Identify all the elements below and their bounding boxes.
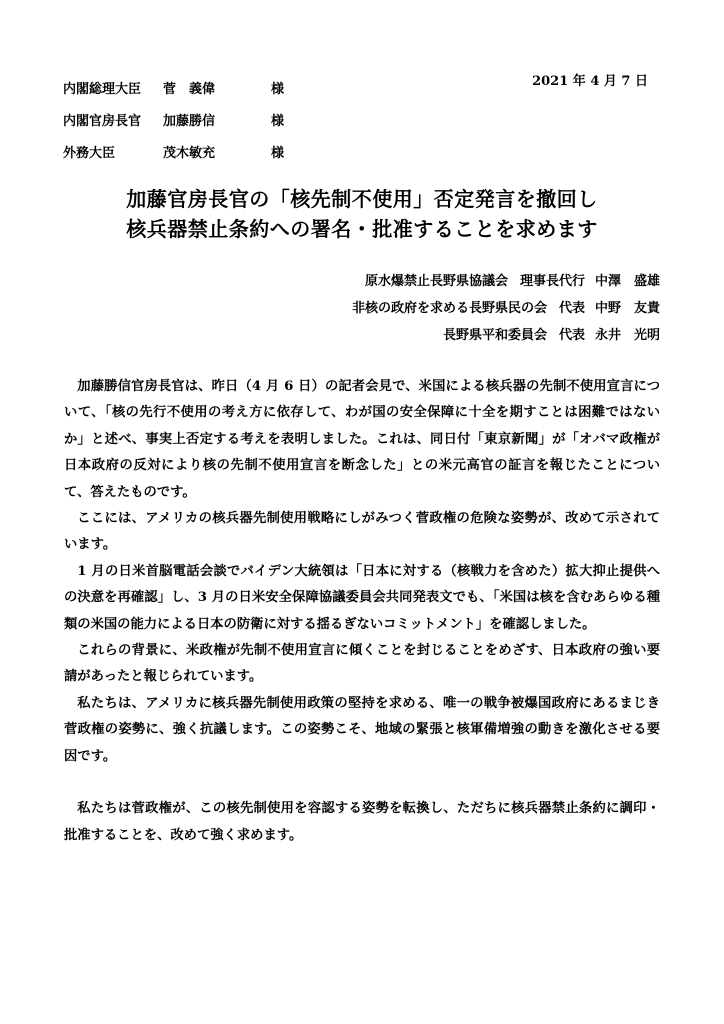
closing-paragraph: 私たちは菅政権が、この核先制使用を容認する姿勢を転換し、ただちに核兵器禁止条約に調印・批准することを、改めて強く求めます。 <box>64 801 660 843</box>
sender-row <box>330 324 660 351</box>
sender-organization: 原水爆禁止長野県協議会 <box>364 274 508 289</box>
sender-role: 理事長代行 <box>519 274 585 289</box>
sender-organization: 非核の政府を求める長野県民の会 <box>351 301 547 316</box>
body-paragraph: 1 月の日米首脳電話会談でバイデン大統領は「日本に対する（核戦力を含めた）拡大抑止提供への決意を再確認」し、3 月の日米安全保障協議委員会共同発表文でも、「米国は核を含むあらゆる種類の米国の能力による日本の防衛に対する揺るぎないコミットメント」を確認しました。 <box>64 563 660 632</box>
addressee-role: 外務大臣 <box>63 146 116 161</box>
addressee-role: 内閣総理大臣 <box>63 82 142 97</box>
addressee-row <box>63 110 363 142</box>
sender-row <box>330 297 660 324</box>
addressee-name: 菅 義偉 <box>163 82 216 97</box>
sender-role: 代表 <box>558 301 585 316</box>
addressee-row <box>63 142 363 174</box>
addressee-row <box>63 78 363 110</box>
document-date: 2021 年 4 月 7 日 <box>532 74 648 89</box>
body-paragraph: ここには、アメリカの核兵器先制使用戦略にしがみつく菅政権の危険な姿勢が、改めて示されています。 <box>64 511 660 553</box>
addressee-honorific: 様 <box>271 114 285 129</box>
addressee-name: 加藤勝信 <box>163 114 216 129</box>
title-line-1: 加藤官房長官の「核先制不使用」否定発言を撤回し <box>126 187 598 211</box>
body-paragraph: これらの背景に、米政権が先制不使用宣言に傾くことを封じることをめざす、日本政府の強い要請があったと報じられています。 <box>64 643 660 685</box>
document-title <box>60 184 664 244</box>
addressee-list <box>63 78 363 174</box>
document-body <box>64 374 660 849</box>
addressee-name: 茂木敏充 <box>163 146 216 161</box>
title-line-2: 核兵器禁止条約への署名・批准することを求めます <box>126 217 598 241</box>
sender-row <box>330 270 660 297</box>
body-paragraph: 私たちは、アメリカに核兵器先制使用政策の堅持を求める、唯一の戦争被爆国政府にあるまじき菅政権の姿勢に、強く抗議します。この姿勢こそ、地域の緊張と核軍備増強の動きを激化させる要因です。 <box>64 695 660 764</box>
addressee-role: 内閣官房長官 <box>63 114 142 129</box>
sender-role: 代表 <box>558 328 585 343</box>
sender-name: 中野 友貴 <box>594 301 660 316</box>
paragraph-spacer <box>64 770 660 796</box>
sender-name: 中澤 盛雄 <box>594 274 660 289</box>
sender-organization: 長野県平和委員会 <box>442 328 547 343</box>
sender-name: 永井 光明 <box>594 328 660 343</box>
sender-list <box>330 270 660 351</box>
addressee-honorific: 様 <box>271 146 285 161</box>
body-paragraph: 加藤勝信官房長官は、昨日（4 月 6 日）の記者会見で、米国による核兵器の先制不使用宣言について、「核の先行不使用の考え方に依存して、わが国の安全保障に十全を期すことは困難ではないか」と述べ、事実上否定する考えを表明しました。これは、同日付「東京新聞」が「オバマ政権が日本政府の反対により核の先制不使用宣言を断念した」との米元高官の証言を報じたことについて、答えたものです。 <box>64 379 660 500</box>
addressee-honorific: 様 <box>271 82 285 97</box>
